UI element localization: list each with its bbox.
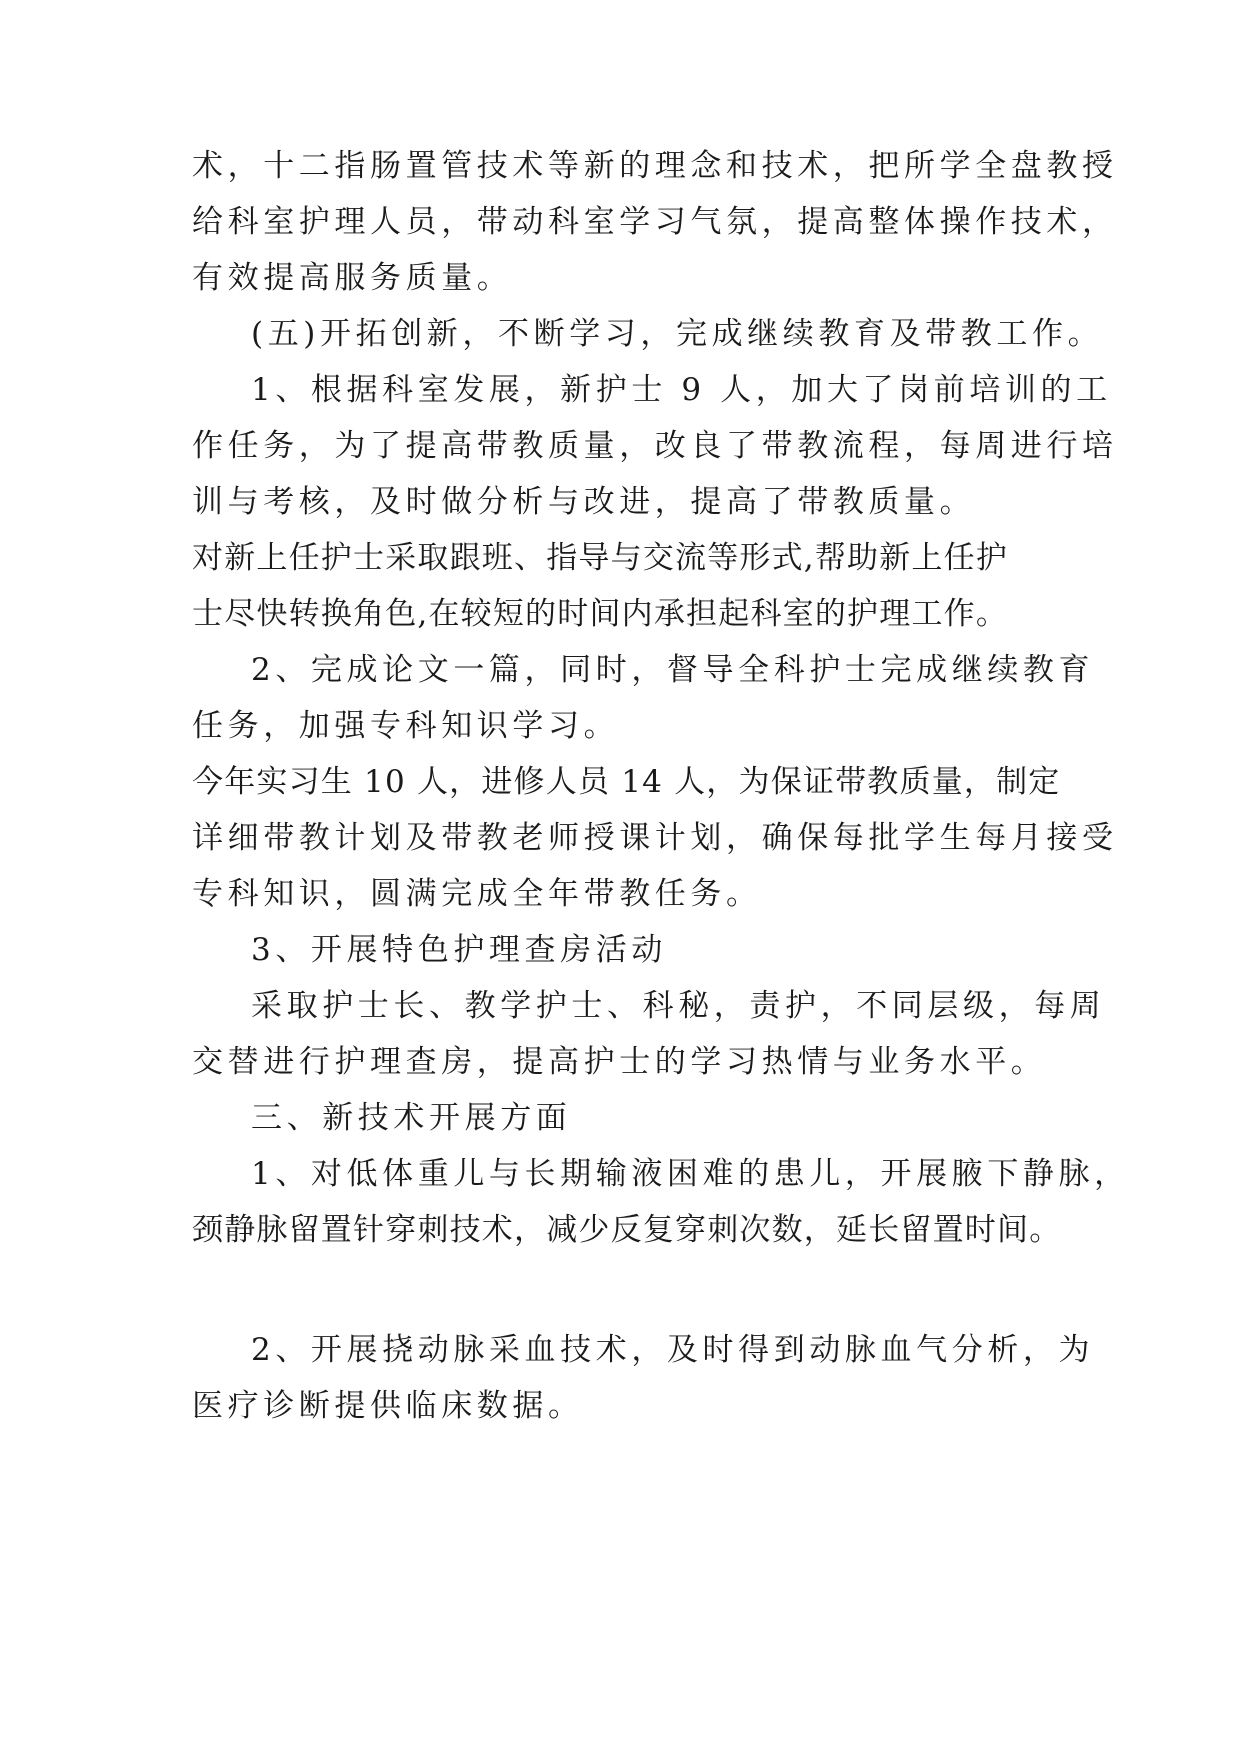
text-line: 1、对低体重儿与长期输液困难的患儿，开展腋下静脉， (251, 1156, 1130, 1192)
section-heading: (五)开拓创新，不断学习，完成继续教育及带教工作。 (251, 316, 1104, 352)
text-line: 采取护士长、教学护士、科秘，责护，不同层级，每周 (251, 988, 1106, 1024)
section-heading: 3、开展特色护理查房活动 (251, 932, 667, 968)
text-line: 专科知识，圆满完成全年带教任务。 (192, 876, 762, 912)
text-line: 术，十二指肠置管技术等新的理念和技术，把所学全盘教授 (192, 148, 1118, 184)
text-line: 1、根据科室发展，新护士 9 人，加大了岗前培训的工 (251, 372, 1112, 408)
text-line: 今年实习生 10 人，进修人员 14 人，为保证带教质量，制定 (192, 764, 1061, 800)
text-line: 对新上任护士采取跟班、指导与交流等形式,帮助新上任护 (192, 540, 1009, 576)
text-line: 给科室护理人员，带动科室学习气氛，提高整体操作技术， (192, 204, 1118, 240)
text-line: 士尽快转换角色,在较短的时间内承担起科室的护理工作。 (192, 596, 1009, 632)
section-heading: 三、新技术开展方面 (251, 1100, 572, 1136)
text-line: 医疗诊断提供临床数据。 (192, 1388, 584, 1424)
text-line: 交替进行护理查房，提高护士的学习热情与业务水平。 (192, 1044, 1047, 1080)
text-line: 详细带教计划及带教老师授课计划，确保每批学生每月接受 (192, 820, 1118, 856)
text-line: 作任务，为了提高带教质量，改良了带教流程，每周进行培 (192, 428, 1118, 464)
text-line: 任务，加强专科知识学习。 (192, 708, 620, 744)
text-line: 颈静脉留置针穿刺技术，减少反复穿刺次数，延长留置时间。 (192, 1212, 1062, 1248)
text-line: 有效提高服务质量。 (192, 260, 513, 296)
text-line: 训与考核，及时做分析与改进，提高了带教质量。 (192, 484, 976, 520)
text-line: 2、完成论文一篇，同时，督导全科护士完成继续教育 (251, 652, 1095, 688)
text-line: 2、开展挠动脉采血技术，及时得到动脉血气分析，为 (251, 1332, 1095, 1368)
